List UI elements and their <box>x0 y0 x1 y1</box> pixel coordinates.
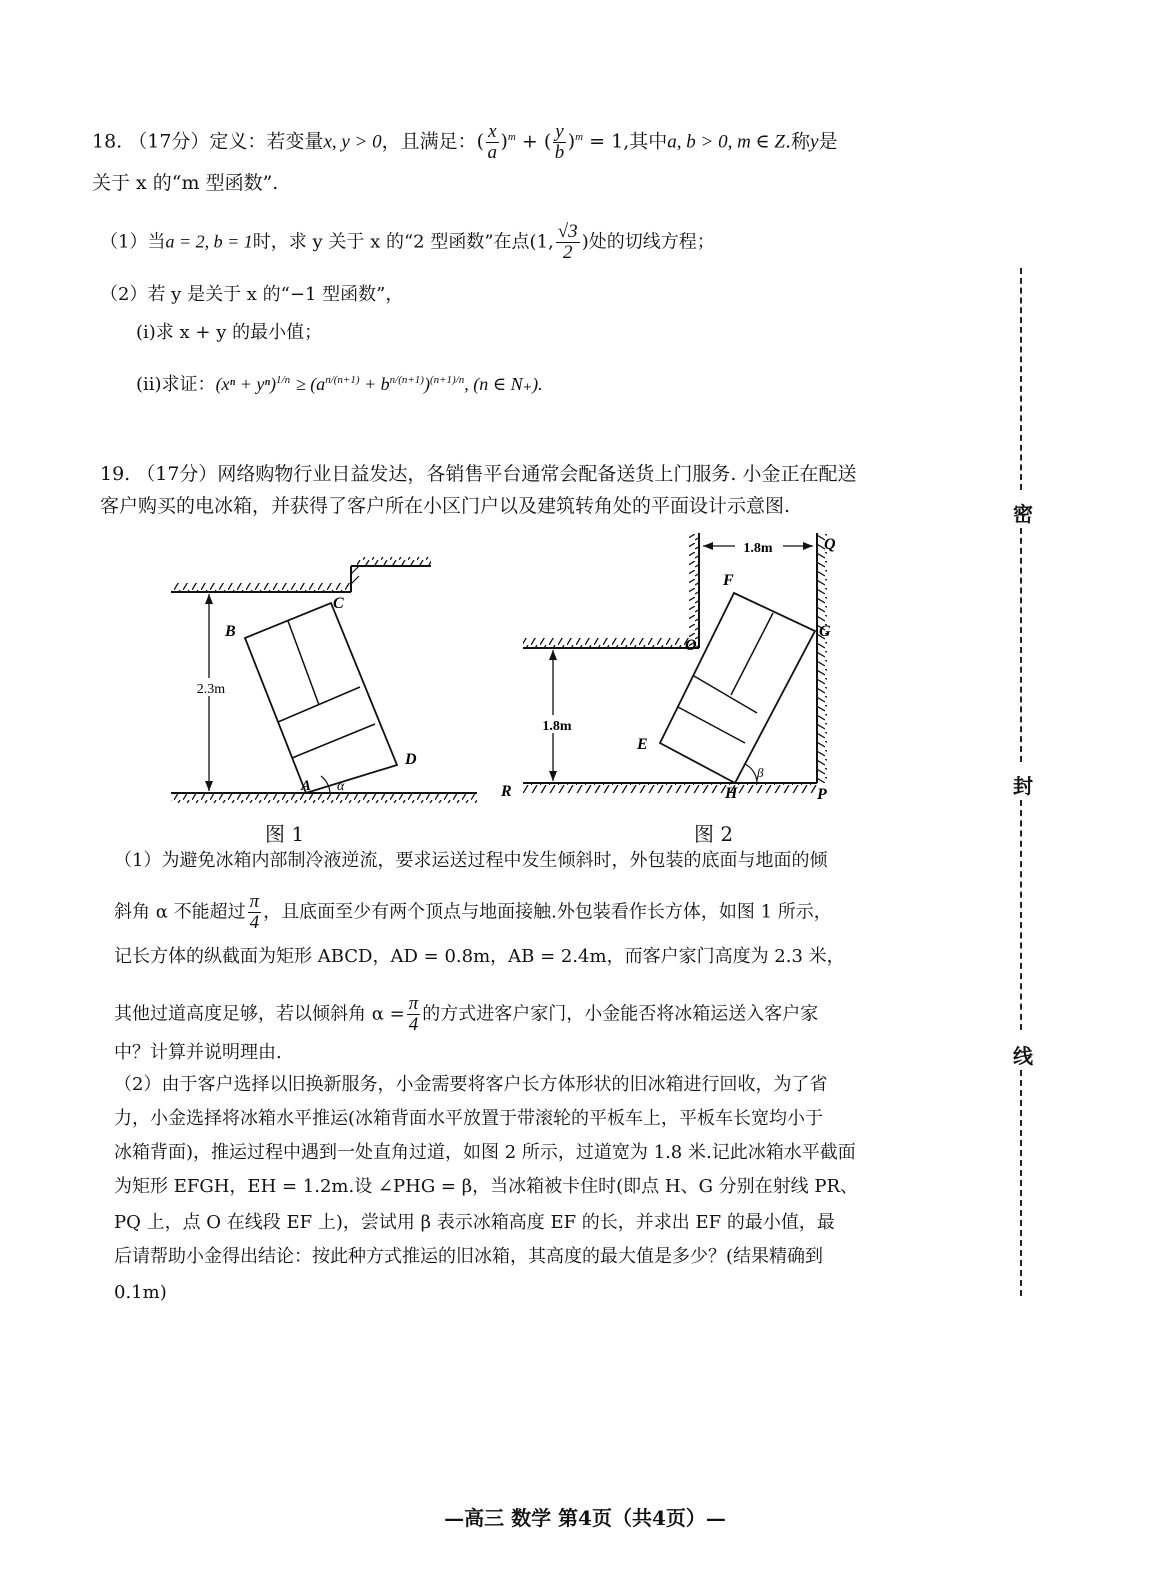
fig2-label-G: G <box>819 623 831 640</box>
fig1-label-C: C <box>333 595 344 612</box>
q19-part2-line-7: 0.1m) <box>114 1282 167 1303</box>
fig2-label-R: R <box>501 783 512 800</box>
q19-part1-line-4: 其他过道高度足够，若以倾斜角 α = $\frac{\pi}{4}$ 的方式进客户家门，小金能否将冰箱运送入客户家 <box>114 993 819 1035</box>
fig1-label-A: A <box>301 778 312 794</box>
q19-part2-line-2: 力，小金选择将冰箱水平推运(冰箱背面水平放置于带滚轮的平板车上，平板车长宽均小于 <box>114 1108 824 1129</box>
seal-dashed-line-3 <box>1020 800 1022 1030</box>
fig1-label-D: D <box>405 751 417 768</box>
seal-char-feng: 封 <box>1013 774 1033 798</box>
fig1-fridge-rect <box>245 603 397 793</box>
q19-part1-line-1: （1）为避免冰箱内部制冷液逆流，要求运送过程中发生倾斜时，外包装的底面与地面的倾 <box>114 850 828 871</box>
seal-dashed-line-4 <box>1020 1070 1022 1296</box>
fig2-fridge-rect <box>660 593 815 783</box>
q19-part2-line-6: 后请帮助小金得出结论：按此种方式推运的旧冰箱，其高度的最大值是多少？(结果精确到 <box>114 1246 824 1267</box>
fig2-label-O: O <box>685 637 697 654</box>
fig2-fridge-divider-1 <box>694 676 757 713</box>
fig1-height-label: 2.3m <box>196 682 226 697</box>
fig2-outer-wall-hatch <box>817 533 827 783</box>
fig2-label-beta: β <box>757 765 764 780</box>
q18-call: .称 <box>784 130 810 153</box>
q18-part2: （2）若 y 是关于 x 的“−1 型函数”， <box>100 284 404 305</box>
q18-is: 是 <box>818 130 838 153</box>
fig1-floor-hatch <box>171 793 477 803</box>
seal-char-mi: 密 <box>1013 502 1033 526</box>
q18-line-1: 18. （17分）定义：若变量x, y > 0，且满足：( $\frac{x}{a}$ )$^m$ + ( $\frac{y}{b}$ )$^m$ = 1,其中a, b > 0, m ∈ Z.称y是 <box>92 121 838 163</box>
fig2-label-H: H <box>725 785 738 802</box>
q19-part2-line-4: 为矩形 EFGH，EH = 1.2m.设 ∠PHG = β，当冰箱被卡住时(即点 H、G 分别在射线 PR、 <box>114 1176 859 1197</box>
fig1-label-B: B <box>225 623 236 640</box>
frac-y-over-b: $\frac{y}{b}$ <box>554 121 565 163</box>
q19-part2-line-1: （2）由于客户选择以旧换新服务，小金需要将客户长方体形状的旧冰箱进行回收，为了省 <box>114 1074 828 1095</box>
q19-part2-line-5: PQ 上，点 O 在线段 EF 上)，尝试用 β 表示冰箱高度 EF 的长，并求出 EF 的最小值，最 <box>114 1212 835 1233</box>
q19-part1-line-5: 中？计算并说明理由. <box>114 1042 282 1063</box>
fig2-label-E: E <box>637 736 648 753</box>
fig1-ceiling-hatch <box>171 583 351 592</box>
fig2-label-Q: Q <box>824 536 836 553</box>
fig2-label-P: P <box>817 786 827 803</box>
figure-2 <box>495 525 855 810</box>
fig1-alpha-arc <box>321 776 330 793</box>
fig1-label-alpha: α <box>337 779 345 794</box>
frac-sqrt3-over-2: $\frac{√3}{2}$ <box>557 221 578 263</box>
figure-1 <box>165 540 485 810</box>
fig1-fridge-door-split <box>288 621 319 705</box>
q18-line-2: 关于 x 的“m 型函数”. <box>92 172 279 194</box>
q18-satisfy: ，且满足： <box>381 130 477 153</box>
fig2-floor-hatch <box>523 783 817 793</box>
q19-line-1: 19. （17分）网络购物行业日益发达，各销售平台通常会配备送货上门服务. 小金正在配送 <box>100 463 857 485</box>
page-footer: —高三 数学 第4页（共4页）— <box>444 1506 726 1530</box>
fig2-beta-arc <box>745 764 757 783</box>
seal-dashed-line-1 <box>1020 268 1022 490</box>
q19-part2-line-3: 冰箱背面)，推运过程中遇到一处直角过道，如图 2 所示，过道宽为 1.8 米.记此冰箱水平截面 <box>114 1142 856 1163</box>
fig2-inner-wall-hatch <box>689 533 699 648</box>
q19-part1-line-2: 斜角 α 不能超过 $\frac{\pi}{4}$ ，且底面至少有两个顶点与地面接触.外包装看作长方体，如图 1 所示， <box>114 891 832 933</box>
q18-condition: x, y > 0 <box>323 131 382 153</box>
q18-params: a, b > 0, m ∈ Z <box>667 131 785 153</box>
q18-eq-tail: = 1, <box>589 130 630 153</box>
fig2-height-label: 1.8m <box>542 719 572 734</box>
fig2-width-label: 1.8m <box>743 541 773 556</box>
frac-x-over-a: $\frac{x}{a}$ <box>487 121 498 163</box>
q19-part1-line-3: 记长方体的纵截面为矩形 ABCD，AD = 0.8m，AB = 2.4m，而客户家门高度为 2.3 米， <box>114 946 845 967</box>
fig2-fridge-door-split <box>731 613 773 695</box>
frac-pi-over-4-b: $\frac{\pi}{4}$ <box>408 993 419 1035</box>
fig1-fridge-divider-2 <box>292 724 375 758</box>
seal-char-xian: 线 <box>1013 1044 1033 1068</box>
fig2-fridge-divider-2 <box>678 707 745 743</box>
q18-y: y <box>810 131 819 153</box>
fig1-upper-hatch <box>357 557 431 566</box>
q18-where: 其中 <box>629 130 668 153</box>
fig1-caption: 图 1 <box>265 822 305 846</box>
q18-part2-ii: (ii)求证：$(x^n + y^n)^{1/n} \ge (a^{n/(n+1)} + b^{n/(n+1)})^{(n+1)/n}$, (n ∈ N₊). <box>136 374 543 395</box>
fig2-label-F: F <box>723 572 734 589</box>
fig2-inner-ceiling-hatch <box>523 638 689 648</box>
q18-part1: （1）当a = 2, b = 1时，求 y 关于 x 的“2 型函数”在点(1, $\frac{√3}{2}$ )处的切线方程； <box>100 221 715 263</box>
q18-part2-i: (i)求 x + y 的最小值； <box>136 322 323 343</box>
q18-head: 18. （17分）定义：若变量 <box>92 130 324 153</box>
q19-line-2: 客户购买的电冰箱，并获得了客户所在小区门户以及建筑转角处的平面设计示意图. <box>100 495 791 517</box>
frac-pi-over-4: $\frac{\pi}{4}$ <box>249 891 260 933</box>
fig2-caption: 图 2 <box>694 822 734 846</box>
seal-dashed-line-2 <box>1020 528 1022 762</box>
